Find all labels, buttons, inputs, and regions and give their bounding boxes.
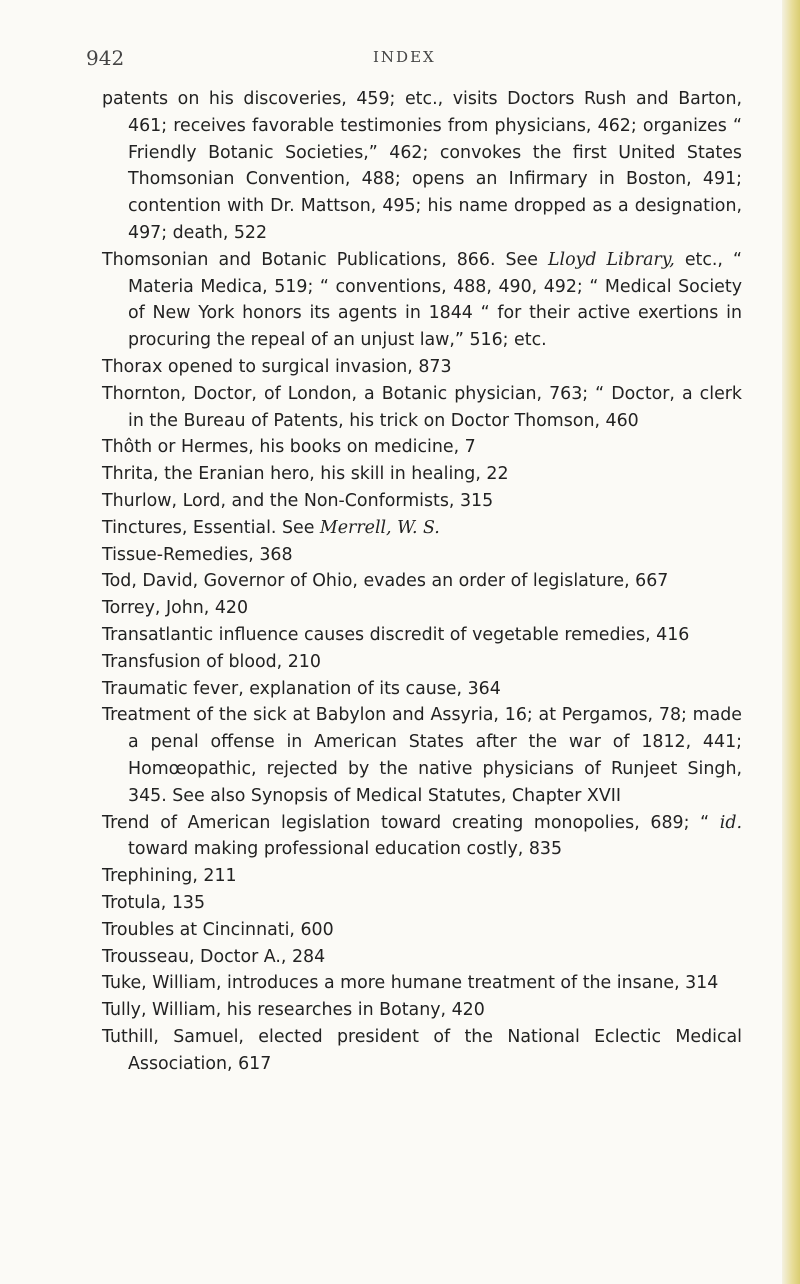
page-header	[86, 46, 726, 74]
index-entry: Trephining, 211	[102, 866, 237, 887]
index-entry: Trousseau, Doctor A., 284	[102, 946, 326, 967]
index-entry: Trotula, 135	[102, 892, 206, 913]
index-entry: Tinctures, Essential. See Merrell, W. S.	[102, 517, 440, 538]
index-entry: Tissue-Remedies, 368	[102, 544, 293, 565]
index-entry: Thrita, the Eranian hero, his skill in healing, 22	[102, 464, 509, 485]
index-entry: Troubles at Cincinnati, 600	[102, 919, 334, 940]
index-entry: Traumatic fever, explanation of its cause, 364	[102, 678, 501, 699]
index-entry: Tod, David, Governor of Ohio, evades an order of legislature, 667	[102, 571, 669, 592]
index-entry: Treatment of the sick at Babylon and Assyria, 16; at Pergamos, 78; made a penal offense in American States after the war of 1812, 441; Homœopathic, rejected by the native physicians of Runjeet Singh, 345. See also Synopsis of Medical Statutes, Chapter XVII	[102, 705, 742, 806]
index-entry: Thornton, Doctor, of London, a Botanic physician, 763; “ Doctor, a clerk in the Bureau of Patents, his trick on Doctor Thomson, 460	[102, 383, 742, 431]
index-entry: Thurlow, Lord, and the Non-Conformists, 315	[102, 490, 494, 511]
index-entries	[102, 86, 742, 1077]
index-entry: patents on his discoveries, 459; etc., visits Doctors Rush and Barton, 461; receives favorable testimonies from physicians, 462; organizes “ Friendly Botanic Societies,” 462; convokes the first United States Thomsonian Convention, 488; opens an Infirmary in Boston, 491; contention with Dr. Mattson, 495; his name dropped as a designation, 497; death, 522	[102, 89, 742, 243]
index-entry: Torrey, John, 420	[102, 598, 249, 619]
index-entry: Thôth or Hermes, his books on medicine, 7	[102, 437, 476, 458]
index-entry: Transfusion of blood, 210	[102, 651, 321, 672]
index-entry: Tuke, William, introduces a more humane treatment of the insane, 314	[102, 973, 719, 994]
index-entry: Transatlantic influence causes discredit of vegetable remedies, 416	[102, 624, 690, 645]
index-entry: Trend of American legislation toward creating monopolies, 689; “ id. toward making professional education costly, 835	[102, 812, 742, 860]
index-entry: Tuthill, Samuel, elected president of the National Eclectic Medical Association, 617	[102, 1026, 742, 1074]
page-number: 942	[86, 46, 125, 70]
index-entry: Thorax opened to surgical invasion, 873	[102, 356, 452, 377]
index-entry: Thomsonian and Botanic Publications, 866. See Lloyd Library, etc., “ Materia Medica, 519; “ conventions, 488, 490, 492; “ Medical Society of New York honors its agents in 1844 “ for their active exertions in procuring the repeal of an unjust law,” 516; etc.	[102, 249, 742, 351]
running-head: INDEX	[373, 48, 436, 66]
page-edge	[782, 0, 800, 1284]
index-entry: Tully, William, his researches in Botany, 420	[102, 1000, 485, 1021]
